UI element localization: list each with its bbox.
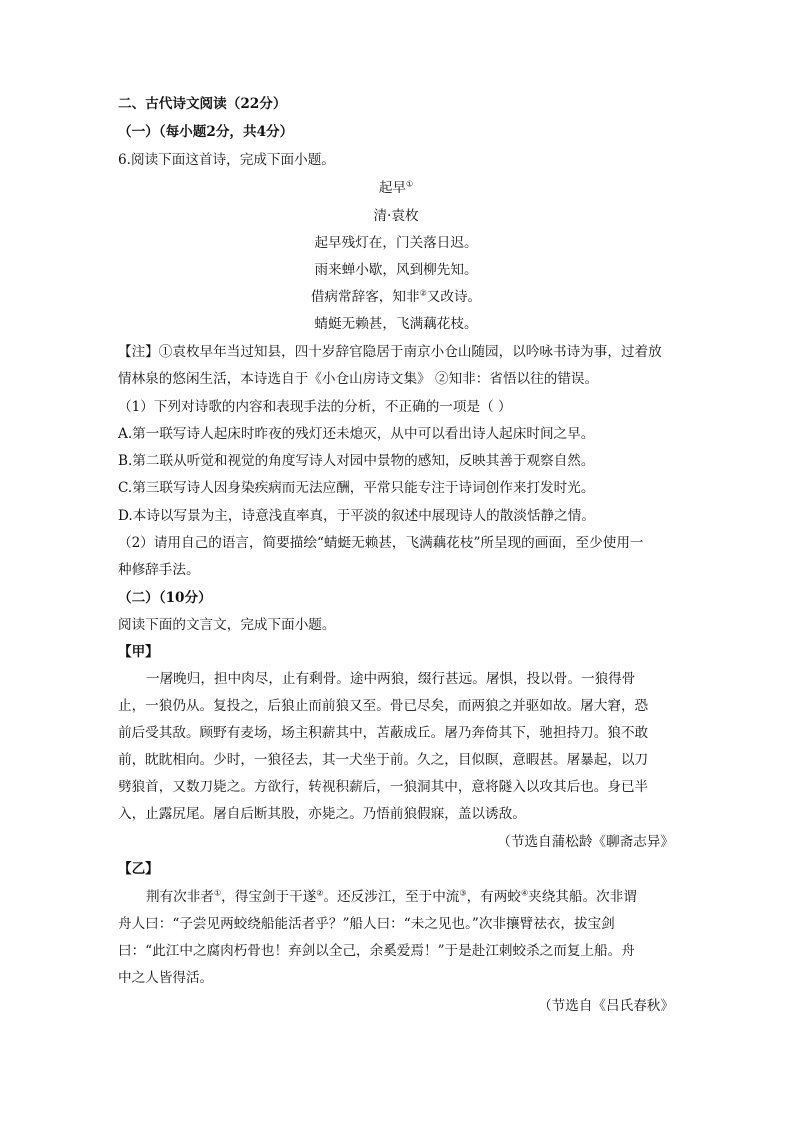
yi-line-1-b: ，得宝剑于干遂 <box>221 889 317 905</box>
poem-title <box>118 178 674 198</box>
poem-note-line-2: 情林泉的悠闲生活，本诗选自于《小仓山房诗文集》 ②知非：省悟以往的错误。 <box>118 371 599 387</box>
jia-line-1: 一屠晚归，担中肉尽，止有剩骨。途中两狼，缀行甚远。屠惧，投以骨。一狼得骨 <box>146 671 636 687</box>
yi-label: 【乙】 <box>118 861 159 877</box>
yi-line-4: 中之人皆得活。 <box>118 970 214 986</box>
yi-note-2: ② <box>316 888 324 898</box>
yi-note-1: ① <box>213 888 222 898</box>
jia-line-3: 前后受其敌。顾野有麦场，场主积薪其中，苫蔽成丘。屠乃奔倚其下，驰担持刀。狼不敢 <box>118 725 649 741</box>
jia-line-4: 前，眈眈相向。少时，一狼径去，其一犬坐于前。久之，目似瞑，意暇甚。屠暴起，以刀 <box>118 752 649 768</box>
yi-line-3: 曰：“此江中之腐肉朽骨也！弃剑以全己，余奚爱焉！”于是赴江刺蛟杀之而复上船。舟 <box>118 943 635 959</box>
option-a: A.第一联写诗人起床时昨夜的残灯还未熄灭，从中可以看出诗人起床时间之早。 <box>118 426 595 442</box>
section-title: 二、古代诗文阅读（22分） <box>118 96 287 112</box>
yi-line-1 <box>146 887 702 907</box>
jia-source: （节选自蒲松龄《聊斋志异》 <box>497 834 674 850</box>
sub-question-2-line-1: （2）请用自己的语言，简要描绘“蜻蜓无赖甚，飞满藕花枝”所呈现的画面，至少使用一 <box>118 535 644 551</box>
option-c: C.第三联写诗人因身染疾病而无法应酬，平常只能专注于诗词创作来打发时光。 <box>118 480 595 496</box>
poem-title-text: 起早 <box>378 180 406 196</box>
poem-note-line-1: 【注】①袁枚早年当过知县，四十岁辞官隐居于南京小仓山随园，以吟咏书诗为事，过着放 <box>118 344 662 360</box>
sub-question-2-line-2: 种修辞手法。 <box>118 562 200 578</box>
jia-label: 【甲】 <box>118 644 159 660</box>
yi-note-4: ④ <box>520 888 529 898</box>
option-b: B.第二联从听觉和视觉的角度写诗人对园中景物的感知，反映其善于观察自然。 <box>118 453 595 469</box>
part2-heading: （二）（10分） <box>118 590 212 606</box>
sub-question-1: （1）下列对诗歌的内容和表现手法的分析，不正确的一项是（ ） <box>118 399 512 415</box>
poem-line-2: 雨来蝉小歇，风到柳先知。 <box>314 262 478 278</box>
yi-line-1-e: 夹绕其船。次非谓 <box>528 889 637 905</box>
yi-note-3: ③ <box>459 888 467 898</box>
poem-line-3-tail: 又改诗。 <box>426 289 482 305</box>
poem-line-1: 起早残灯在，门关落日迟。 <box>314 235 478 251</box>
poem-line-4: 蜻蜓无赖甚，飞满藕花枝。 <box>314 316 478 332</box>
yi-source: （节选自《吕氏春秋》 <box>538 998 674 1014</box>
yi-line-1-d: ，有两蛟 <box>466 889 521 905</box>
jia-line-2: 止，一狼仍从。复投之，后狼止而前狼又至。骨已尽矣，而两狼之并驱如故。屠大窘，恐 <box>118 698 649 714</box>
question-6-prompt: 6.阅读下面这首诗，完成下面小题。 <box>118 152 335 168</box>
option-d: D.本诗以写景为主，诗意浅直率真，于平淡的叙述中展现诗人的散淡恬静之情。 <box>118 508 595 524</box>
poem-title-note: ① <box>406 179 414 189</box>
jia-line-5: 劈狼首，又数刀毙之。方欲行，转视积薪后，一狼洞其中，意将隧入以攻其后也。身已半 <box>118 779 649 795</box>
poem-author: 清·袁枚 <box>373 208 419 224</box>
jia-line-6: 入，止露尻尾。屠自后断其股，亦毙之。乃悟前狼假寐，盖以诱敌。 <box>118 806 526 822</box>
yi-line-1-c: 。还反涉江，至于中流 <box>323 889 460 905</box>
yi-line-1-a: 荆有次非者 <box>146 889 214 905</box>
part2-intro: 阅读下面的文言文，完成下面小题。 <box>118 617 336 633</box>
part1-heading: （一）（每小题2分，共4分） <box>118 124 294 140</box>
yi-line-2: 舟人曰：“子尝见两蛟绕船能活者乎？”船人曰：“未之见也。”次非攘臂祛衣，拔宝剑 <box>118 916 615 932</box>
poem-line-3-head: 借病常辞客，知非 <box>310 289 420 305</box>
poem-line-3 <box>118 287 674 307</box>
poem-line-3-note: ② <box>419 288 427 298</box>
